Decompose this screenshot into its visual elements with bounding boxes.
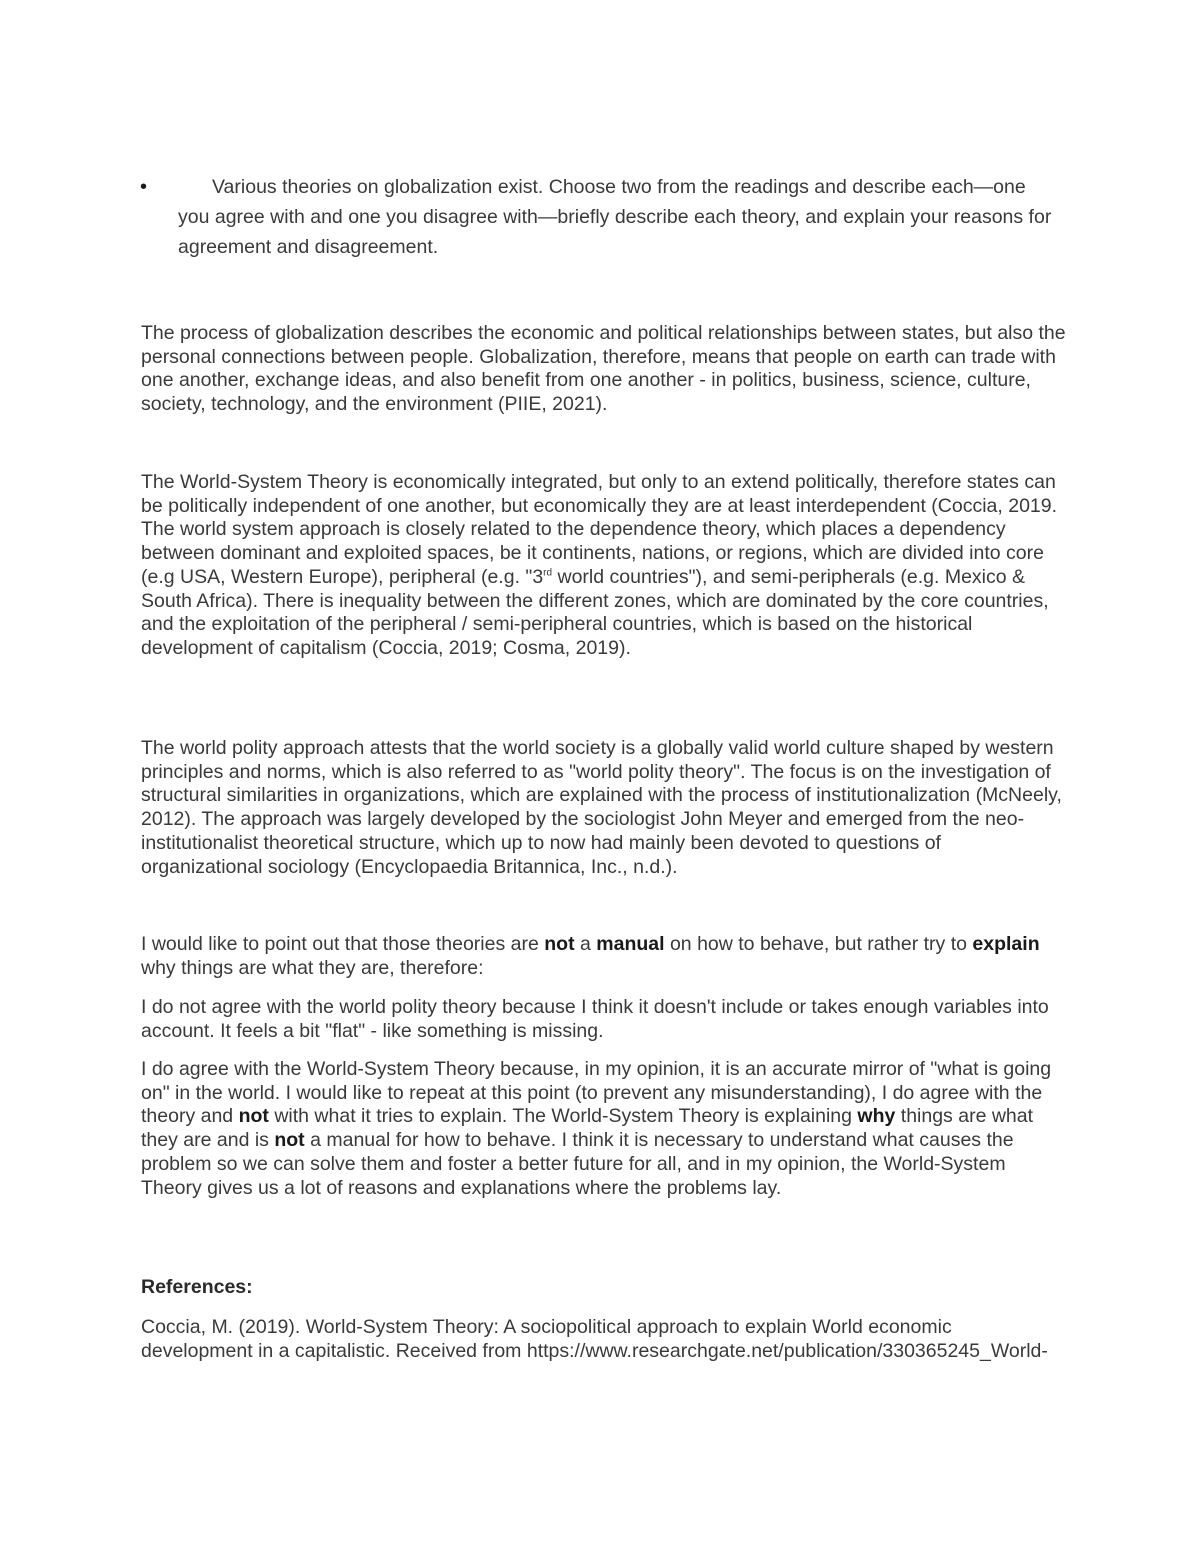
intro-paragraph: The process of globalization describes the economic and political relationships between states, but also the personal connections between people. Globalization, therefore, means that people on earth can trade with one another, exchange ideas, and also benefit from one another - in politics, business, science, culture, society, technology, and the environment (PIIE, 2021). [141, 322, 1066, 416]
world-system-paragraph [141, 471, 1066, 661]
bold-manual: manual [596, 933, 665, 955]
world-system-text-b: world countries"), and semi-peripherals (e.g. Mexico & South Africa). There is inequality between the different zones, which are dominated by the core countries, and the exploitation of the peripheral / semi-peripheral countries, which is based on the historical development of capitalism (Coccia, 2019; Cosma, 2019). [141, 565, 1049, 659]
bullet-icon: • [140, 176, 148, 198]
ordinal-superscript: rd [543, 567, 553, 579]
world-polity-paragraph: The world polity approach attests that the world society is a globally valid world culture shaped by western principles and norms, which is also referred to as "world polity theory". The focus is on the investigation of structural similarities in organizations, which are explained with the process of institutionalization (McNeely, 2012). The approach was largely developed by the sociologist John Meyer and emerged from the neo-institutionalist theoretical structure, which up to now had mainly been devoted to questions of organizational sociology (Encyclopaedia Britannica, Inc., n.d.). [141, 737, 1062, 878]
point-out-text-3: on how to behave, but rather try to [664, 933, 973, 955]
point-out-text-2: a [574, 933, 597, 955]
disagree-paragraph: I do not agree with the world polity theory because I think it doesn't include or takes enough variables into account. It feels a bit "flat" - like something is missing. [141, 996, 1049, 1042]
prompt-text: Various theories on globalization exist. Choose two from the readings and describe each—one you agree with and one you disagree with—briefly describe each theory, and explain your reasons for agreement and disagreement. [178, 176, 1052, 258]
agree-text-2: with what it tries to explain. The World-System Theory is explaining [268, 1105, 858, 1128]
point-out-text-1: I would like to point out that those theories are [141, 933, 545, 955]
bold-why: why [857, 1105, 896, 1128]
agree-text-1: I do agree with the World-System Theory because, in my opinion, it is an accurate mirror of "what is going on" in the world. I would like to repeat at this point (to prevent any misunderstanding), I do agree with the theory and [141, 1058, 1052, 1128]
agree-paragraph [141, 1058, 1066, 1200]
point-out-text-4: why things are what they are, therefore: [141, 956, 484, 979]
agree-text-3: things are what they are and is [141, 1105, 1034, 1152]
world-system-text-a: The World-System Theory is economically integrated, but only to an extend politically, therefore states can be politically independent of one another, but economically they are at least interdependent (Coccia, 2019. The world system approach is closely related to the dependence theory, which places a dependency between dominant and exploited spaces, be it continents, nations, or regions, which are divided into core (e.g USA, Western Europe), peripheral (e.g. "3 [141, 471, 1058, 588]
references-heading: References: [141, 1276, 253, 1298]
reference-entry: Coccia, M. (2019). World-System Theory: A sociopolitical approach to explain World economic development in a capitalistic. Received from https://www.researchgate.net/publication/330365245_World- [141, 1316, 1048, 1362]
bold-not: not [544, 933, 575, 955]
point-out-paragraph [141, 933, 1066, 980]
assignment-prompt [140, 172, 1060, 262]
agree-text-4: a manual for how to behave. I think it is necessary to understand what causes the problem so we can solve them and foster a better future for all, and in my opinion, the World-System Theory gives us a lot of reasons and explanations where the problems lay. [141, 1129, 1014, 1199]
bold-not: not [238, 1105, 269, 1128]
bold-explain: explain [972, 933, 1040, 955]
bold-not: not [274, 1129, 305, 1152]
